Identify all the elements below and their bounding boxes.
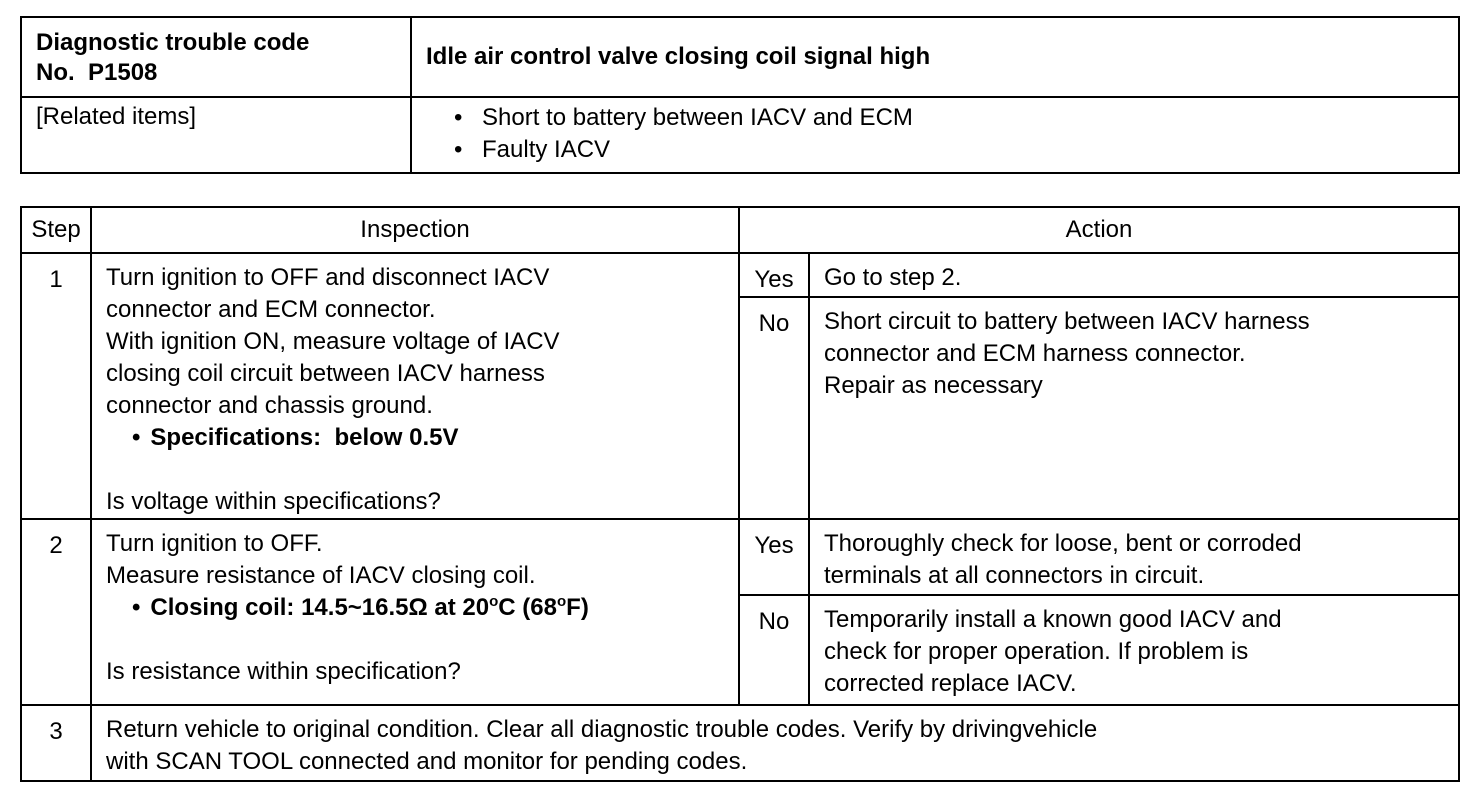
action-line: connector and ECM harness connector. [824, 340, 1246, 367]
inspection-line: Measure resistance of IACV closing coil. [106, 562, 536, 589]
yes-action [809, 519, 1459, 595]
related-items-row [21, 97, 1459, 173]
specification: • Specifications: below 0.5V [106, 422, 726, 454]
column-header-inspection: Inspection [91, 207, 739, 253]
action-line: terminals at all connectors in circuit. [824, 562, 1205, 589]
dtc-header-table [20, 16, 1460, 174]
inspection-line: With ignition ON, measure voltage of IACV [106, 328, 560, 355]
action-line: corrected replace IACV. [824, 670, 1077, 697]
inspection-question: Is voltage within specifications? [106, 488, 441, 515]
yes-label: Yes [739, 519, 809, 595]
inspection-question: Is resistance within specification? [106, 658, 461, 685]
steps-header-row [21, 207, 1459, 253]
column-header-step: Step [21, 207, 91, 253]
no-action [809, 595, 1459, 705]
dtc-title: Idle air control valve closing coil signal high [411, 17, 1459, 97]
inspection-line: Turn ignition to OFF and disconnect IACV [106, 264, 550, 291]
yes-label: Yes [739, 253, 809, 297]
inspection-line: connector and ECM connector. [106, 296, 436, 323]
step-text-line: with SCAN TOOL connected and monitor for pending codes. [106, 748, 748, 775]
related-item: • Short to battery between IACV and ECM [454, 102, 1444, 134]
related-items-cell [411, 97, 1459, 173]
column-header-action: Action [739, 207, 1459, 253]
step-number: 1 [21, 253, 91, 519]
diagnostic-steps-table [20, 206, 1460, 782]
dtc-code-number: No. P1508 [36, 59, 158, 86]
related-item: • Faulty IACV [454, 134, 1444, 166]
dtc-code-cell [21, 17, 411, 97]
step-2-inspection [91, 519, 739, 705]
inspection-line: Turn ignition to OFF. [106, 530, 323, 557]
step-number: 2 [21, 519, 91, 705]
specification: • Closing coil: 14.5~16.5Ω at 20$^o$C (68$^o$F) [106, 592, 726, 624]
step-1-yes-row [21, 253, 1459, 297]
step-2-yes-row [21, 519, 1459, 595]
action-line: check for proper operation. If problem is [824, 638, 1249, 665]
action-line: Thoroughly check for loose, bent or corroded [824, 530, 1302, 557]
no-label: No [739, 297, 809, 519]
related-items-label: [Related items] [21, 97, 411, 173]
dtc-header-row [21, 17, 1459, 97]
action-line: Temporarily install a known good IACV and [824, 606, 1282, 633]
action-line: Go to step 2. [824, 264, 962, 291]
no-label: No [739, 595, 809, 705]
action-line: Repair as necessary [824, 372, 1043, 399]
dtc-code-label: Diagnostic trouble code [36, 29, 310, 56]
inspection-line: connector and chassis ground. [106, 392, 433, 419]
related-items-list [454, 102, 1444, 166]
step-number: 3 [21, 705, 91, 781]
step-3-row [21, 705, 1459, 781]
inspection-line: closing coil circuit between IACV harness [106, 360, 545, 387]
step-1-inspection [91, 253, 739, 519]
step-text-line: Return vehicle to original condition. Clear all diagnostic trouble codes. Verify by drivingvehicle [106, 716, 1098, 743]
yes-action [809, 253, 1459, 297]
step-3-text [91, 705, 1459, 781]
action-line: Short circuit to battery between IACV harness [824, 308, 1310, 335]
no-action [809, 297, 1459, 519]
